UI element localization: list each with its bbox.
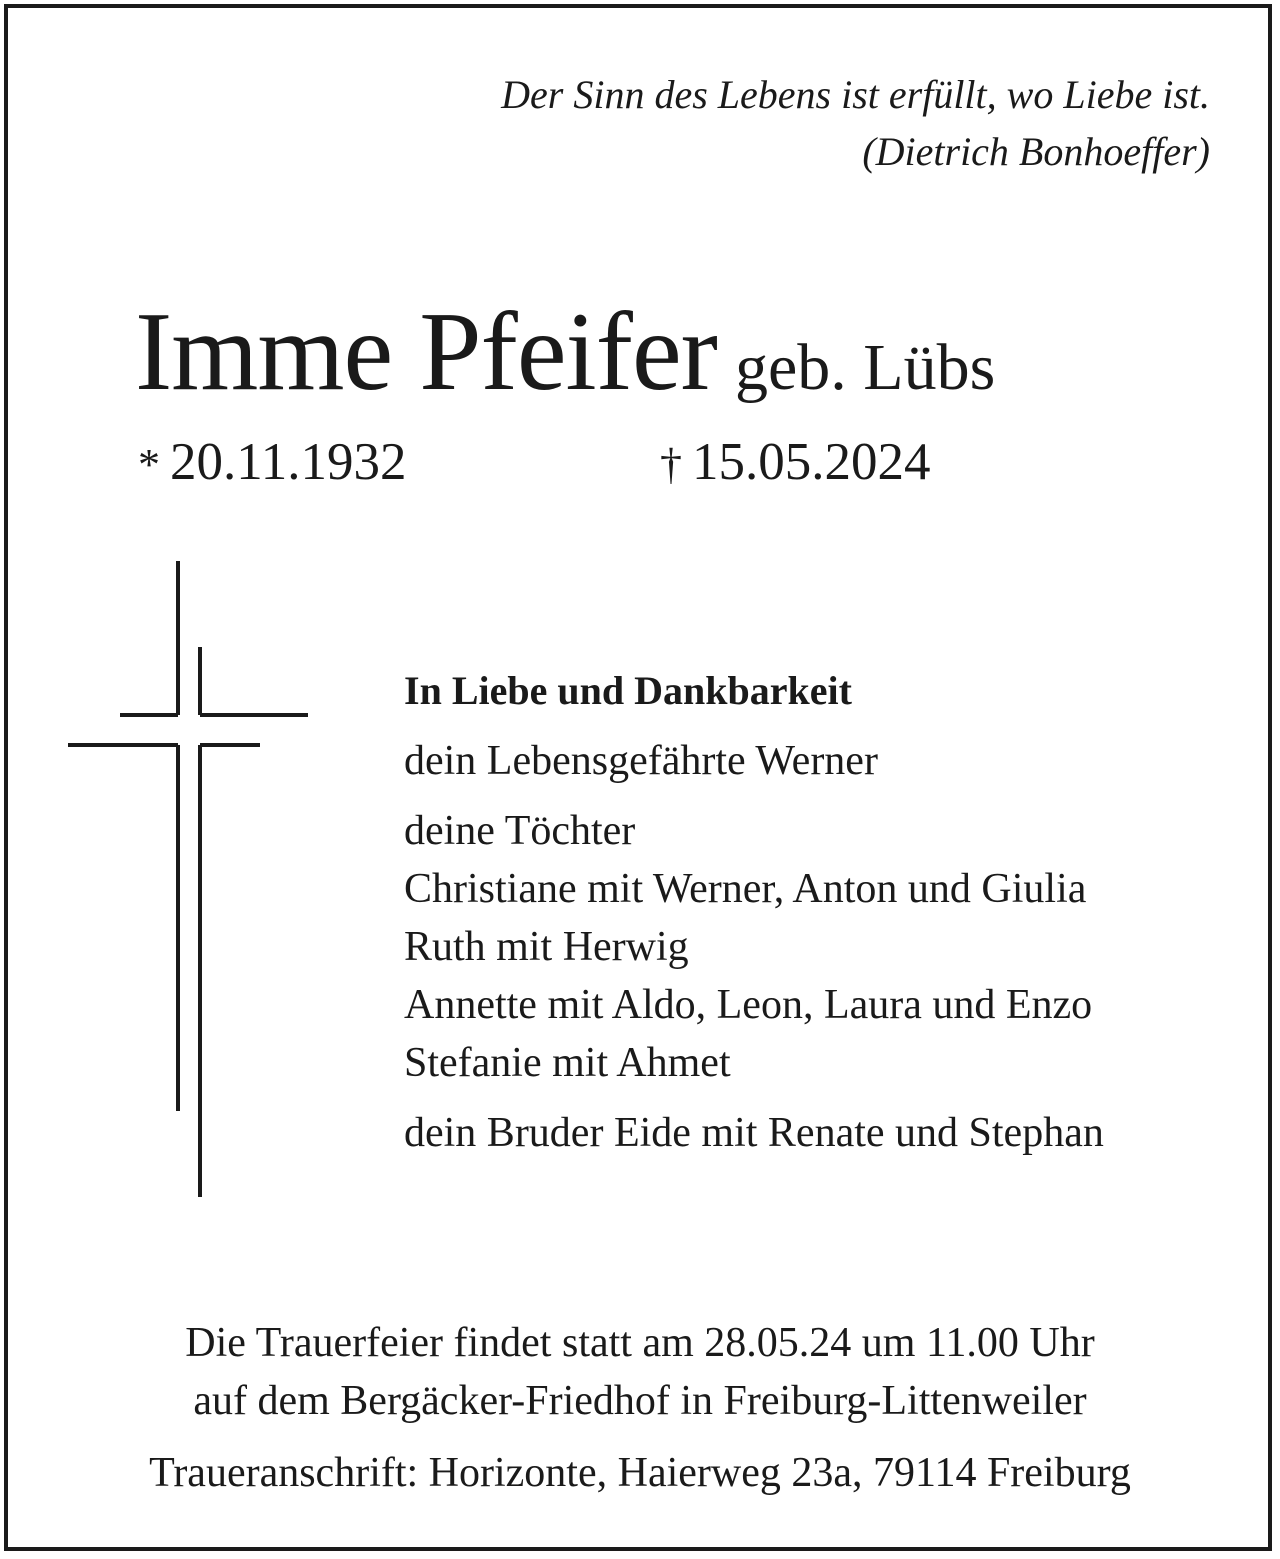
death-date-line <box>660 433 931 491</box>
mourner-daughter: Christiane mit Werner, Anton und Giulia <box>404 866 1087 912</box>
birth-date-line <box>138 433 407 491</box>
ceremony-info <box>0 1314 1280 1430</box>
cross-icon <box>60 555 320 1205</box>
quote-text: Der Sinn des Lebens ist erfüllt, wo Liebe ist. <box>501 72 1210 117</box>
quote-block <box>501 66 1210 180</box>
mourner-brother: dein Bruder Eide mit Renate und Stephan <box>404 1110 1104 1156</box>
birth-star-icon: * <box>138 440 160 489</box>
ceremony-line-2: auf dem Bergäcker-Friedhof in Freiburg-Littenweiler <box>193 1378 1087 1424</box>
mourner-daughters-intro: deine Töchter <box>404 808 636 854</box>
deceased-maiden-name: geb. Lübs <box>734 331 996 404</box>
ceremony-line-1: Die Trauerfeier findet statt am 28.05.24 um 11.00 Uhr <box>185 1320 1095 1366</box>
death-dagger-icon: † <box>660 440 682 489</box>
deceased-name: Imme Pfeifer <box>135 290 717 414</box>
deceased-name-line <box>135 290 996 414</box>
mourners-heading: In Liebe und Dankbarkeit <box>404 668 852 713</box>
mourner-daughter: Ruth mit Herwig <box>404 924 689 970</box>
death-date: 15.05.2024 <box>692 433 931 491</box>
mourner-partner: dein Lebensgefährte Werner <box>404 738 878 784</box>
mourning-address: Traueranschrift: Horizonte, Haierweg 23a, 79114 Freiburg <box>149 1450 1131 1496</box>
mourners-block <box>404 662 1104 1162</box>
mourner-daughter: Annette mit Aldo, Leon, Laura und Enzo <box>404 982 1093 1028</box>
quote-author: (Dietrich Bonhoeffer) <box>862 129 1210 174</box>
birth-date: 20.11.1932 <box>170 433 407 491</box>
mourner-daughter: Stefanie mit Ahmet <box>404 1040 731 1086</box>
